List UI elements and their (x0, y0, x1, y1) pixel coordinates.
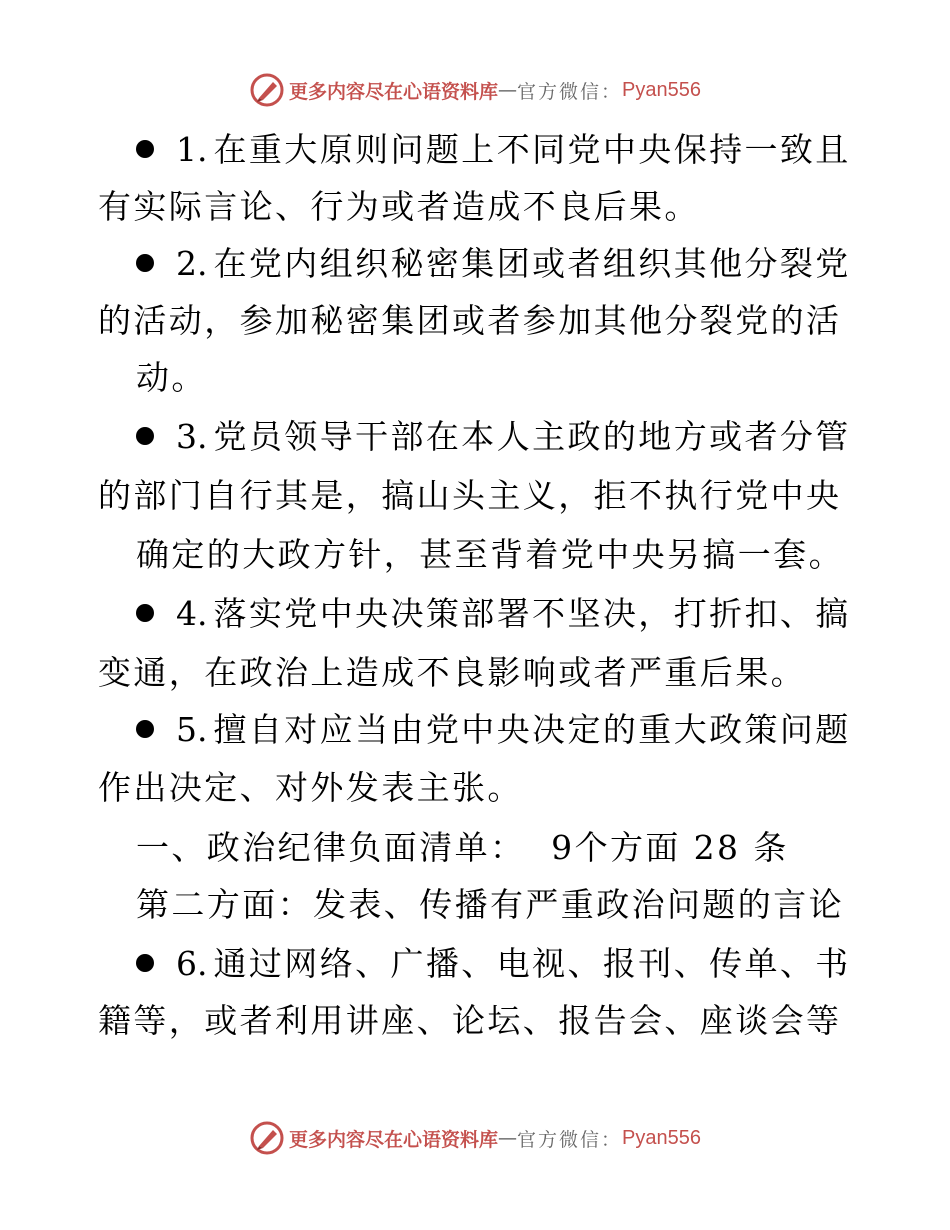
list-item-3: 3. 党员领导干部在本人主政的地方或者分管 (136, 415, 886, 459)
list-item-5: 5. 擅自对应当由党中央决定的重大政策问题 (136, 708, 886, 752)
list-item-1: 1. 在重大原则问题上不同党中央保持一致且 (136, 128, 886, 172)
pen-logo-icon (249, 1120, 285, 1156)
list-item-2-line-2: 的活动，参加秘密集团或者参加其他分裂党的活 (98, 301, 842, 340)
banner-dash: — (498, 79, 518, 101)
list-item-4: 4. 落实党中央决策部署不坚决，打折扣、搞 (136, 592, 886, 636)
pen-logo-icon (249, 72, 285, 108)
wechat-label: 官方微信： (517, 80, 623, 103)
brand-text: 更多内容尽在心语资料库 (289, 1128, 499, 1151)
list-item-1-line-2: 有实际言论、行为或者造成不良后果。 (98, 187, 700, 226)
wechat-id: Pyan556 (622, 1126, 701, 1149)
subsection-heading: 第二方面：发表、传播有严重政治问题的言论 (136, 885, 844, 924)
list-item-2-line-3: 动。 (136, 358, 207, 397)
list-item-3-line-3: 确定的大政方针，甚至背着党中央另搞一套。 (136, 535, 844, 574)
list-item-3-line-2: 的部门自行其是，搞山头主义，拒不执行党中央 (98, 476, 842, 515)
bullet-icon (136, 427, 154, 445)
header-banner (0, 70, 950, 110)
list-item-6: 6. 通过网络、广播、电视、报刊、传单、书 (136, 942, 886, 986)
list-item-2: 2. 在党内组织秘密集团或者组织其他分裂党 (136, 242, 886, 286)
bullet-icon (136, 254, 154, 272)
list-item-5-line-2: 作出决定、对外发表主张。 (98, 768, 523, 807)
banner-dash: — (498, 1127, 518, 1149)
bullet-icon (136, 604, 154, 622)
wechat-label: 官方微信： (517, 1128, 623, 1151)
bullet-icon (136, 140, 154, 158)
section-heading: 一、政治纪律负面清单： 9个方面 28 条 (136, 828, 789, 867)
list-item-6-line-2: 籍等，或者利用讲座、论坛、报告会、座谈会等 (98, 1001, 842, 1040)
wechat-id: Pyan556 (622, 78, 701, 101)
bullet-icon (136, 720, 154, 738)
brand-text: 更多内容尽在心语资料库 (289, 80, 499, 103)
bullet-icon (136, 954, 154, 972)
footer-banner (0, 1118, 950, 1158)
list-item-4-line-2: 变通，在政治上造成不良影响或者严重后果。 (98, 653, 806, 692)
